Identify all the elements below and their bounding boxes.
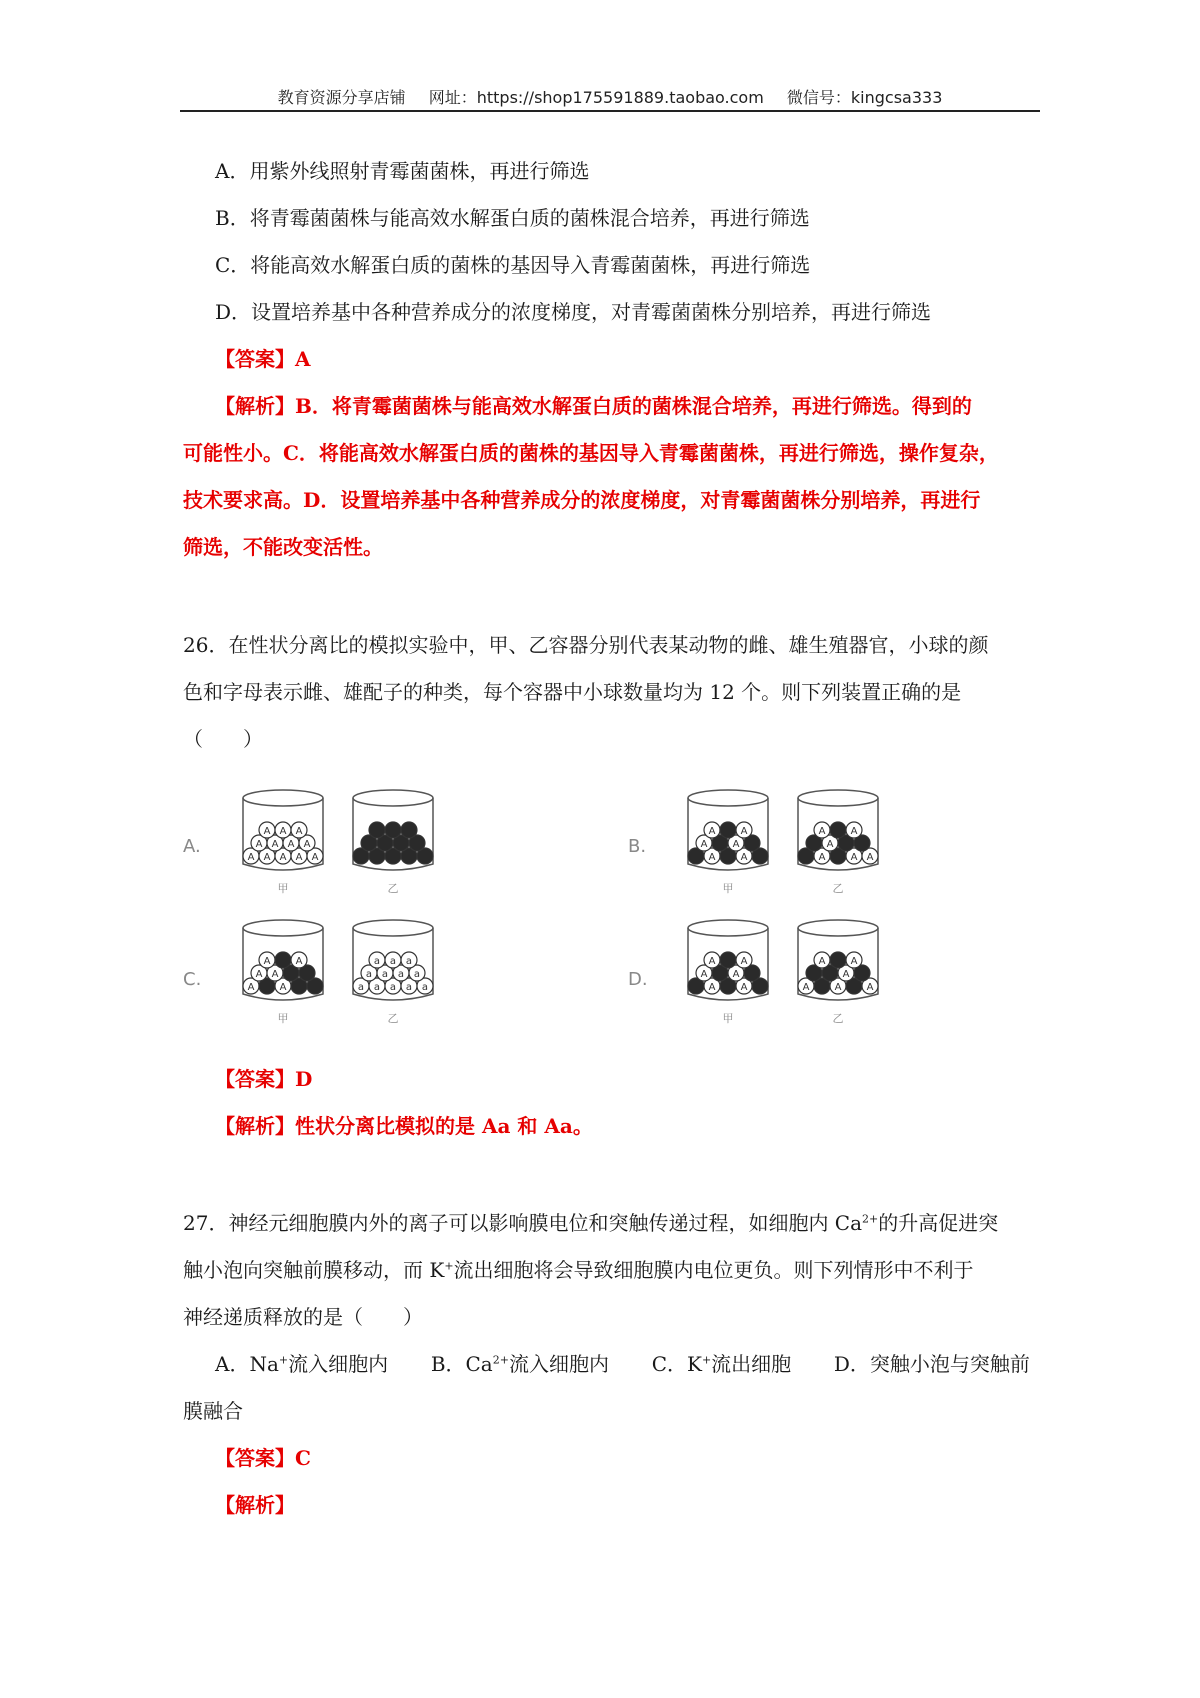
header-divider	[180, 110, 1040, 112]
ball-letter: A	[866, 852, 874, 863]
jar	[353, 790, 433, 895]
ball-letter: A	[279, 852, 287, 863]
q25-option-a: A．用紫外线照射青霉菌菌株，再进行筛选	[215, 159, 590, 183]
ball	[385, 822, 401, 838]
jar-caption: 乙	[832, 1012, 844, 1025]
ball-letter: A	[818, 956, 826, 967]
q27-stem-line-2: 触小泡向突触前膜移动，而 K+流出细胞将会导致细胞膜内电位更负。则下列情形中不利于	[183, 1258, 974, 1282]
q25-option-b: B．将青霉菌菌株与能高效水解蛋白质的菌株混合培养，再进行筛选	[215, 206, 810, 230]
figure-option-label: D.	[628, 969, 648, 990]
ball-letter: A	[271, 969, 279, 980]
q25-analysis-line-1: 【解析】B．将青霉菌菌株与能高效水解蛋白质的菌株混合培养，再进行筛选。得到的	[215, 394, 972, 418]
q26-figure	[183, 780, 1043, 1040]
ball-letter: a	[421, 982, 429, 993]
ball-letter: A	[263, 956, 271, 967]
ball-letter: a	[389, 982, 397, 993]
ball-letter: a	[365, 969, 373, 980]
ball-letter: a	[381, 969, 389, 980]
header-wechat: 微信号：kingcsa333	[786, 88, 943, 107]
jar	[798, 790, 878, 895]
jar	[353, 920, 433, 1025]
q27-stem-line-1: 27．神经元细胞膜内外的离子可以影响膜电位和突触传递过程，如细胞内 $Ca^{2+}$的升高促进突	[183, 1211, 999, 1235]
q26-analysis: 【解析】性状分离比模拟的是 Aa 和 Aa。	[215, 1114, 593, 1138]
ball-letter: A	[850, 826, 858, 837]
figure-option-label: A.	[183, 836, 201, 857]
ball-letter: A	[295, 956, 303, 967]
answer-tag: 【答案】	[215, 1446, 295, 1470]
ball	[830, 952, 846, 968]
ball	[720, 952, 736, 968]
ball-letter: A	[708, 826, 716, 837]
jar-caption: 甲	[277, 882, 289, 895]
q27-options	[215, 1349, 1075, 1379]
jar-caption: 甲	[722, 1012, 734, 1025]
ball-letter: A	[842, 969, 850, 980]
ball-letter: A	[700, 969, 708, 980]
ball-letter: a	[405, 982, 413, 993]
ball-letter: A	[708, 956, 716, 967]
ball-letter: A	[271, 839, 279, 850]
ball-letter: A	[279, 982, 287, 993]
ball	[830, 822, 846, 838]
analysis-tag: 【解析】	[215, 394, 295, 418]
q27-answer	[215, 1443, 1075, 1473]
q26-answer	[215, 1064, 1075, 1094]
ball	[275, 952, 291, 968]
ball-letter: A	[818, 826, 826, 837]
q25-analysis-line-4: 筛选，不能改变活性。	[183, 535, 383, 559]
q27-analysis	[215, 1490, 1075, 1520]
jar-caption: 甲	[277, 1012, 289, 1025]
figure-option-label: B.	[628, 836, 647, 857]
q27-option-a: A．Na+流入细胞内	[215, 1352, 389, 1376]
ball-letter: A	[850, 956, 858, 967]
ball-letter: a	[357, 982, 365, 993]
ball-letter: A	[303, 839, 311, 850]
answer-value: A	[295, 347, 311, 371]
jar	[688, 790, 768, 895]
ball-letter: A	[263, 826, 271, 837]
ball-letter: A	[850, 852, 858, 863]
answer-tag: 【答案】	[215, 1067, 295, 1091]
q27-stem-line-3: 神经递质释放的是（ ）	[183, 1305, 423, 1329]
ball-letter: A	[740, 956, 748, 967]
q27-option-d-cont: 膜融合	[183, 1399, 243, 1423]
analysis-tag: 【解析】	[215, 1114, 295, 1138]
ball-letter: A	[740, 852, 748, 863]
ball	[369, 822, 385, 838]
ball-letter: A	[732, 839, 740, 850]
q25-option-d: D．设置培养基中各种营养成分的浓度梯度，对青霉菌菌株分别培养，再进行筛选	[215, 300, 932, 324]
ball-letter: A	[740, 826, 748, 837]
ball-letter: A	[826, 839, 834, 850]
jar	[243, 790, 323, 895]
ball	[720, 822, 736, 838]
q26-stem-line-3: （ ）	[183, 727, 263, 751]
ball-letter: A	[732, 969, 740, 980]
ball-letter: A	[247, 852, 255, 863]
ball-letter: A	[866, 982, 874, 993]
q26-stem-line-2: 色和字母表示雌、雄配子的种类，每个容器中小球数量均为 12 个。则下列装置正确的是	[183, 680, 962, 704]
ball-letter: A	[247, 982, 255, 993]
ball-letter: a	[373, 982, 381, 993]
jar-caption: 乙	[387, 882, 399, 895]
q27-option-c: C．K+流出细胞	[651, 1352, 792, 1376]
ball-letter: a	[413, 969, 421, 980]
ball-letter: A	[255, 969, 263, 980]
figure-option-label: C.	[183, 969, 202, 990]
q25-answer	[215, 344, 1075, 374]
q27-option-d: D．突触小泡与突触前	[833, 1352, 1030, 1376]
jar	[688, 920, 768, 1025]
ball-letter: A	[295, 826, 303, 837]
ball-letter: A	[834, 982, 842, 993]
ball-letter: A	[708, 852, 716, 863]
jar-caption: 乙	[387, 1012, 399, 1025]
ball	[401, 822, 417, 838]
jar-caption: 甲	[722, 882, 734, 895]
ball-letter: A	[311, 852, 319, 863]
header-shop: 教育资源分享店铺	[277, 88, 406, 107]
page-header	[180, 84, 1040, 112]
ball-letter: A	[708, 982, 716, 993]
ball-letter: A	[295, 852, 303, 863]
ball-letter: a	[389, 956, 397, 967]
answer-value: D	[295, 1067, 313, 1091]
ball-letter: A	[818, 852, 826, 863]
ball-letter: A	[287, 839, 295, 850]
ball-letter: A	[700, 839, 708, 850]
q25-analysis-line-3: 技术要求高。D．设置培养基中各种营养成分的浓度梯度，对青霉菌菌株分别培养，再进行	[183, 488, 981, 512]
ball-letter: A	[802, 982, 810, 993]
q27-option-b: B．$Ca^{2+}$流入细胞内	[430, 1352, 609, 1376]
ball-letter: A	[740, 982, 748, 993]
q25-option-c: C．将能高效水解蛋白质的菌株的基因导入青霉菌菌株，再进行筛选	[215, 253, 811, 277]
ball-letter: a	[405, 956, 413, 967]
q25-analysis-line-2: 可能性小。C．将能高效水解蛋白质的菌株的基因导入青霉菌菌株，再进行筛选，操作复杂，	[183, 441, 999, 465]
q26-stem-line-1: 26．在性状分离比的模拟实验中，甲、乙容器分别代表某动物的雌、雄生殖器官，小球的颜	[183, 633, 989, 657]
jar-caption: 乙	[832, 882, 844, 895]
header-url: 网址：https://shop175591889.taobao.com	[428, 88, 764, 107]
jar	[798, 920, 878, 1025]
ball-letter: A	[255, 839, 263, 850]
ball-letter: a	[373, 956, 381, 967]
ball-letter: a	[397, 969, 405, 980]
ball-letter: A	[279, 826, 287, 837]
analysis-tag: 【解析】	[215, 1493, 295, 1517]
ball-letter: A	[263, 852, 271, 863]
answer-tag: 【答案】	[215, 347, 295, 371]
jar	[243, 920, 323, 1025]
answer-value: C	[295, 1446, 311, 1470]
